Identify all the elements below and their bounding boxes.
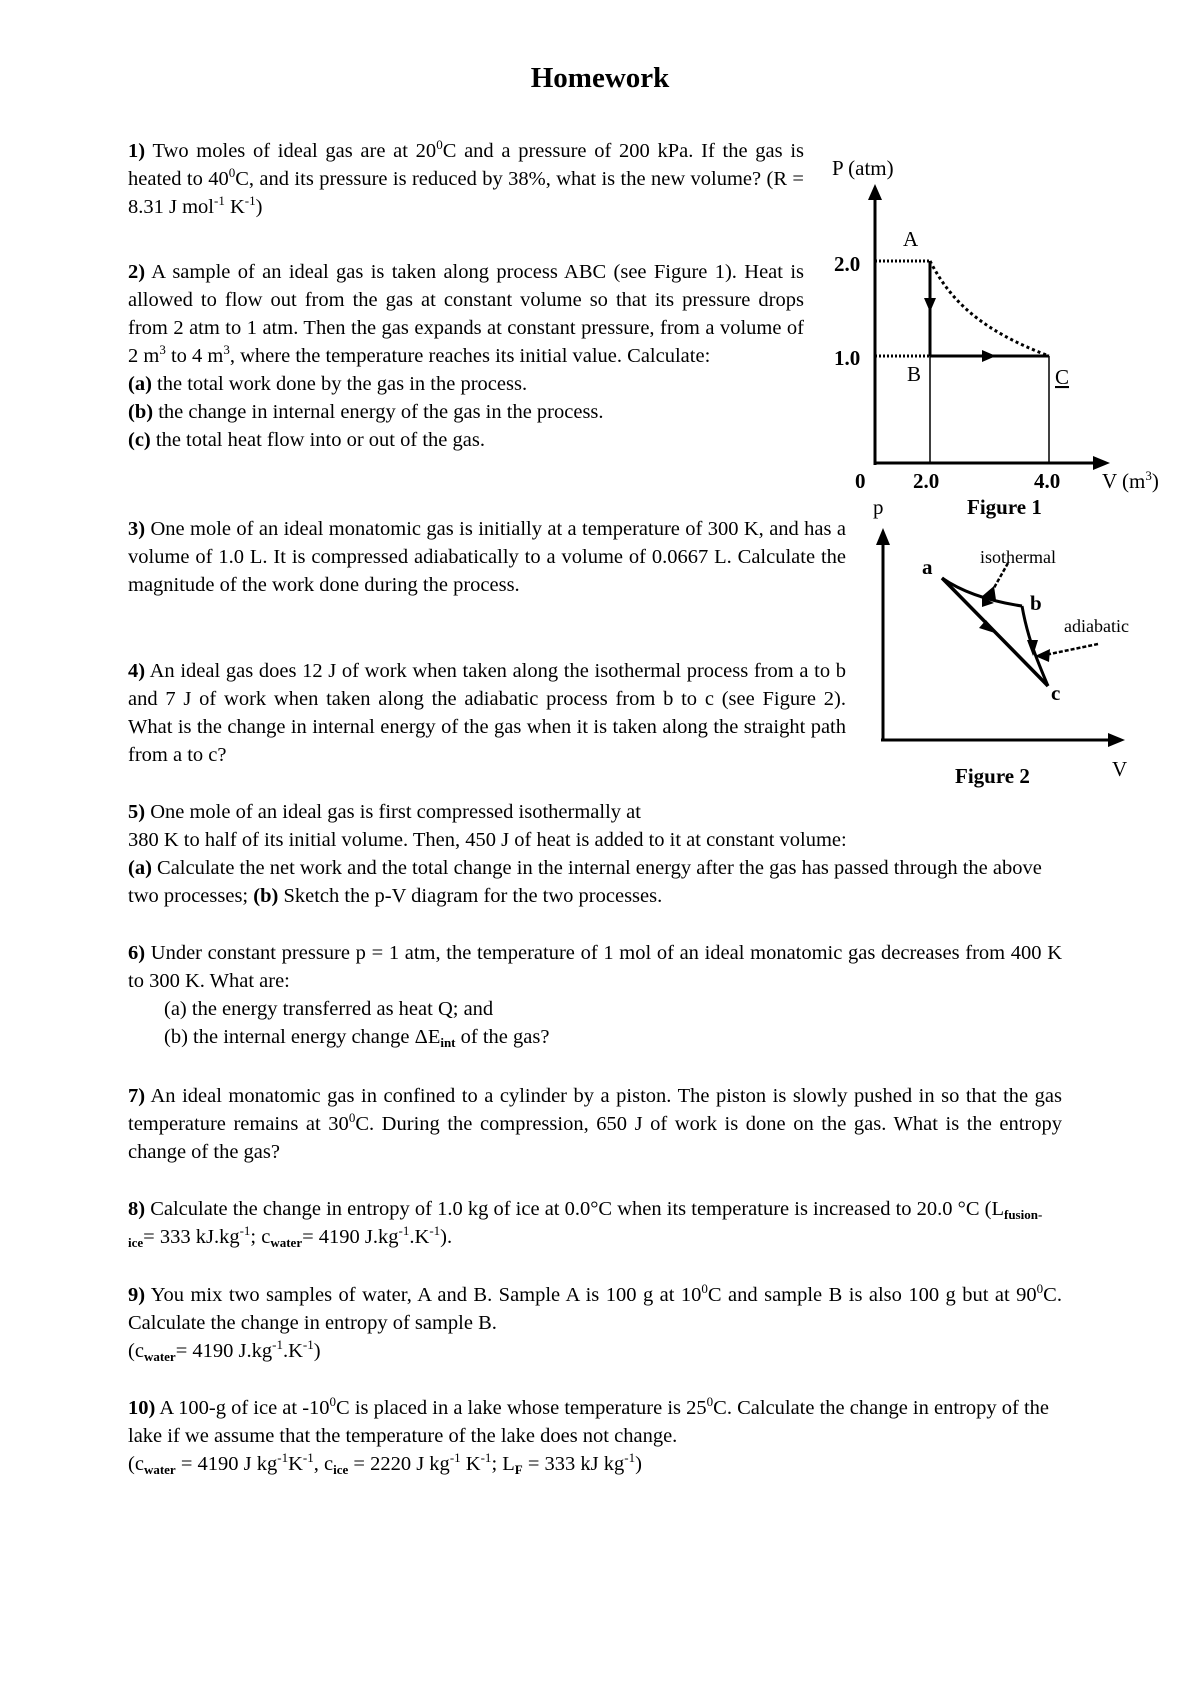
problem-text: C. Calculate the change in entropy of sample B.	[128, 1284, 1062, 1334]
fig2-x-axis-arrow-icon	[1108, 733, 1125, 747]
superscript: -1	[272, 1337, 283, 1352]
superscript: 0	[706, 1394, 714, 1409]
problem-number: 4)	[128, 660, 146, 682]
subpart-text: the total work done by the gas in the process.	[151, 373, 528, 395]
page-title: Homework	[530, 62, 670, 94]
superscript: 0	[1036, 1281, 1044, 1296]
subpart-label: (a)	[128, 373, 152, 395]
subpart-label: (c)	[128, 429, 151, 451]
problem-text: = 4190 J kg	[175, 1453, 278, 1475]
problem-number: 6)	[128, 942, 146, 964]
problem-text: Calculate the change in entropy of 1.0 kg of ice at 0.0°C when its temperature is increased to 20.0 °C (L	[150, 1198, 1004, 1220]
fig1-tick-x-2: 2.0	[913, 469, 940, 493]
subpart-text: the change in internal energy of the gas in the process.	[153, 401, 604, 423]
figure-2	[873, 495, 1129, 788]
problem-text: .K	[282, 1340, 303, 1362]
problem-number: 3)	[128, 518, 146, 540]
subpart-text: Calculate the net work and the total change in the internal energy after the gas has passed through the above two processes;	[128, 857, 1042, 907]
problem-text: C, and its pressure is reduced by 38%, what is the new volume? (R = 8.31 J mol	[128, 168, 804, 218]
problem-text: C and sample B is also 100 g but at 90	[707, 1284, 1037, 1306]
problem-text: )	[635, 1453, 642, 1475]
problem-text: K	[224, 196, 245, 218]
subscript: int	[440, 1035, 456, 1050]
subscript: water	[143, 1462, 176, 1477]
fig1-arrow-right-icon	[982, 350, 996, 362]
fig1-tick-y-2: 2.0	[834, 252, 861, 276]
superscript: -1	[302, 1450, 314, 1465]
fig1-tick-x-4: 4.0	[1034, 469, 1061, 493]
fig1-point-b: B	[907, 362, 922, 386]
problem-number: 7)	[128, 1085, 146, 1107]
problem-number: 5)	[128, 801, 146, 823]
superscript: -1	[429, 1223, 441, 1238]
fig1-point-a: A	[903, 227, 919, 251]
fig2-label-isothermal: isothermal	[980, 547, 1056, 567]
fig1-isotherm-curve	[930, 261, 1049, 356]
problem-text: )	[255, 196, 263, 218]
superscript: -1	[214, 193, 225, 208]
subscript: fusion-ice	[128, 1207, 1043, 1250]
problem-text: C and a pressure of 200 kPa. If the gas is heated to 40	[128, 140, 804, 190]
problem-text: to 4 m	[165, 345, 224, 367]
superscript: 0	[436, 137, 443, 152]
problem-number: 9)	[128, 1284, 146, 1306]
fig2-y-axis-label: p	[873, 495, 884, 519]
fig2-y-axis-arrow-icon	[876, 528, 890, 545]
fig2-point-c: c	[1051, 681, 1061, 705]
fig1-arrow-down-icon	[924, 298, 936, 312]
problem-text: .K	[409, 1226, 430, 1248]
problem-text: = 4190 J.kg	[175, 1340, 273, 1362]
problem-text: A 100-g of ice at -10	[159, 1397, 330, 1419]
superscript: 0	[348, 1110, 356, 1125]
problem-text: = 333 kJ kg	[522, 1453, 625, 1475]
problem-text: K	[288, 1453, 303, 1475]
superscript: -1	[244, 193, 256, 208]
superscript: 0	[228, 165, 236, 180]
subscript: water	[143, 1349, 176, 1364]
problem-text: , where the temperature reaches its initial value. Calculate:	[229, 345, 711, 367]
superscript: -1	[449, 1450, 461, 1465]
subscript: water	[270, 1235, 303, 1250]
subpart-label: (b)	[128, 401, 154, 423]
fig1-y-axis-arrow-icon	[868, 184, 882, 200]
subpart-text: (a) the energy transferred as heat Q; and	[164, 998, 494, 1020]
fig1-y-axis-label: P (atm)	[832, 156, 894, 180]
problem-text: An ideal monatomic gas in confined to a cylinder by a piston. The piston is slowly pushed in so that the gas temperature remains at 30	[128, 1085, 1063, 1135]
fig1-tick-x-0: 0	[855, 469, 866, 493]
problem-text: = 4190 J.kg	[302, 1226, 399, 1248]
fig1-x-axis-label: V $(m^3)$	[1102, 468, 1159, 493]
subscript: F	[514, 1462, 523, 1477]
problem-text: )	[313, 1340, 321, 1362]
problem-text: = 2220 J kg	[348, 1453, 450, 1475]
superscript: -1	[239, 1223, 251, 1238]
problem-text: K	[460, 1453, 481, 1475]
superscript: 0	[701, 1281, 708, 1296]
problem-number: 1)	[128, 140, 146, 162]
subpart-label: (b)	[253, 885, 279, 907]
problem-number: 2)	[128, 261, 146, 283]
problem-text: = 333 kJ.kg	[143, 1226, 240, 1248]
subpart-label: (a)	[128, 857, 152, 879]
fig1-x-axis-arrow-icon	[1093, 456, 1110, 470]
fig2-arrow-ac-icon	[979, 620, 998, 634]
fig1-caption: Figure 1	[967, 495, 1042, 519]
figure-1	[832, 156, 1159, 519]
problem-text: C is placed in a lake whose temperature is 25	[336, 1397, 707, 1419]
fig2-point-b: b	[1030, 591, 1042, 615]
superscript: 0	[329, 1394, 337, 1409]
superscript: -1	[624, 1450, 636, 1465]
subpart-text: of the gas?	[455, 1026, 550, 1048]
fig1-tick-y-1: 1.0	[834, 346, 861, 370]
problem-number: 8)	[128, 1198, 146, 1220]
problem-text: ).	[440, 1226, 453, 1248]
problem-number: 10)	[128, 1397, 156, 1419]
problem-text: , c	[313, 1453, 334, 1475]
problem-text: C. Calculate the change in entropy of the lake if we assume that the temperature of the lake does not change.	[128, 1397, 1049, 1447]
problem-text: ; L	[491, 1453, 515, 1475]
fig2-adiabatic-pointer	[1045, 644, 1098, 655]
problem-text: A sample of an ideal gas is taken along process ABC (see Figure 1). Heat is allowed to flow out from the gas at constant volume so that its pressure drops from 2 atm to 1 atm. Then the gas expands at constant pressure, from a volume of 2 m	[128, 261, 804, 367]
fig2-caption: Figure 2	[955, 764, 1030, 788]
fig2-label-adiabatic: adiabatic	[1064, 616, 1129, 636]
problem-text: One mole of an ideal gas is first compressed isothermally at	[150, 801, 641, 823]
problem-text: Under constant pressure p = 1 atm, the temperature of 1 mol of an ideal monatomic gas decreases from 400 K to 300 K. What are:	[128, 942, 1063, 992]
fig2-point-a: a	[922, 555, 933, 579]
problem-text: C. During the compression, 650 J of work is done on the gas. What is the entropy change of the gas?	[128, 1113, 1063, 1163]
problem-text: An ideal gas does 12 J of work when taken along the isothermal process from a to b and 7 J of work when taken along the adiabatic process from b to c (see Figure 2). What is the change in internal energy of the gas when it is taken along the straight path from a to c?	[128, 660, 846, 766]
superscript: -1	[277, 1450, 289, 1465]
problem-text: ; c	[250, 1226, 271, 1248]
superscript: -1	[302, 1337, 314, 1352]
superscript: -1	[480, 1450, 492, 1465]
problem-text: (c	[128, 1340, 144, 1362]
subscript: ice	[333, 1462, 349, 1477]
subpart-text: Sketch the p-V diagram for the two processes.	[278, 885, 663, 907]
problem-text: One mole of an ideal monatomic gas is initially at a temperature of 300 K, and has a volume of 1.0 L. It is compressed adiabatically to a volume of 0.0667 L. Calculate the magnitude of the work done during the process.	[128, 518, 846, 596]
superscript: 3	[159, 342, 166, 357]
fig2-x-axis-label: V	[1112, 757, 1128, 781]
problem-text: Two moles of ideal gas are at 20	[152, 140, 437, 162]
superscript: 3	[223, 342, 230, 357]
fig1-point-c: C	[1055, 365, 1070, 389]
problem-text: You mix two samples of water, A and B. Sample A is 100 g at 10	[150, 1284, 702, 1306]
subpart-text: the total heat flow into or out of the gas.	[150, 429, 485, 451]
problem-text: 380 K to half of its initial volume. Then, 450 J of heat is added to it at constant volume:	[128, 829, 847, 851]
problem-text: (c	[128, 1453, 144, 1475]
subpart-text: (b) the internal energy change ΔE	[164, 1026, 441, 1048]
superscript: -1	[398, 1223, 410, 1238]
fig2-isothermal-pointer-arrow-icon	[980, 586, 996, 600]
